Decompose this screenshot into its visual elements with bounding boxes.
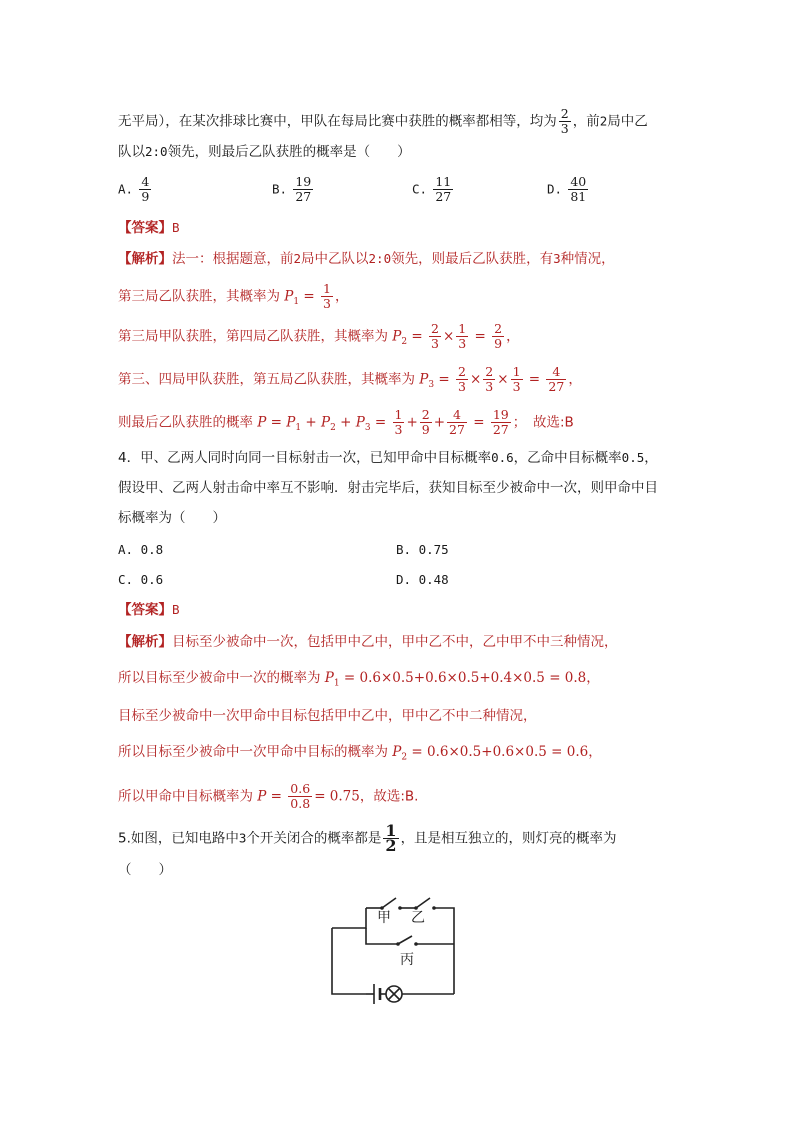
switch-jia-blade xyxy=(382,898,396,908)
q3-line2: 队以2:0领先，则最后乙队获胜的概率是（ ） xyxy=(118,144,411,160)
wire-left xyxy=(332,928,366,994)
q3-line1: 无平局），在某次排球比赛中，甲队在每局比赛中获胜的概率都相等，均为 $\frac{2}{3}$ ，前2局中乙 xyxy=(118,106,648,136)
q3-analysis-3: 第三局甲队获胜，第四局乙队获胜，其概率为 $P_2$ = $\frac{2}{3}$ × $\frac{1}{3}$ = $\frac{2}{9}$ ， xyxy=(118,321,520,351)
switch-jia-label: 甲 xyxy=(377,910,391,926)
q4-analysis-2: 所以目标至少被命中一次的概率为 $P_1 = 0.6\times 0.5+0.6\times 0.5+0.4\times 0.5 = 0.8$， xyxy=(118,670,600,689)
q5-line1: 5.如图，已知电路中3个开关闭合的概率都是 $\frac{1}{2}$ ，且是相互独立的，则灯亮的概率为 xyxy=(118,821,617,855)
q4-analysis-3: 目标至少被命中一次甲命中目标包括甲中乙中，甲中乙不中二种情况， xyxy=(118,708,537,724)
q3-analysis-1: 【解析】法一：根据题意，前2局中乙队以2:0领先，则最后乙队获胜，有3种情况， xyxy=(118,251,615,267)
q4-analysis-4: 所以目标至少被命中一次甲命中目标的概率为 $P_2 = 0.6\times 0.5+0.6\times 0.5 = 0.6$， xyxy=(118,744,602,763)
q3-option-b[interactable]: B. $\frac{19}{27}$ xyxy=(272,174,312,204)
switch-bing-label: 丙 xyxy=(400,952,414,968)
q3-analysis-4: 第三、四局甲队获胜，第五局乙队获胜，其概率为 $P_3$ = $\frac{2}{3}$ × $\frac{2}{3}$ × $\frac{1}{3}$ = $\frac{4}{27}$ ， xyxy=(118,364,582,394)
q4-analysis-5: 所以甲命中目标概率为 P = $\frac{0.6}{0.8}$ = 0.75，故选:B. xyxy=(118,781,419,811)
q4-line3: 标概率为（ ） xyxy=(118,510,226,526)
q3-option-a[interactable]: A. $\frac{4}{9}$ xyxy=(118,174,150,204)
q3-option-d[interactable]: D. $\frac{40}{81}$ xyxy=(547,174,587,204)
switch-bing-blade xyxy=(398,936,412,944)
wire-to-top xyxy=(332,908,366,928)
switch-yi-blade xyxy=(416,898,430,908)
q4-line2: 假设甲、乙两人射击命中率互不影响．射击完毕后，获知目标至少被命中一次，则甲命中目 xyxy=(118,480,658,496)
q3-option-c[interactable]: C. $\frac{11}{27}$ xyxy=(412,174,452,204)
q3-answer: 【答案】B xyxy=(118,220,180,236)
fraction-2-3: $\frac{2}{3}$ xyxy=(560,106,569,136)
switch-yi-label: 乙 xyxy=(411,910,425,926)
q3-analysis-5: 则最后乙队获胜的概率 $P = P_1 + P_2 + P_3$ = $\frac{1}{3}$ + $\frac{2}{9}$ + $\frac{4}{27}$ = $\frac{19}{27}$ ； 故选:B xyxy=(118,407,574,437)
q4-option-a[interactable]: A. 0.8 xyxy=(118,542,164,557)
q5-line2: （ ） xyxy=(118,862,172,878)
q3-analysis-2: 第三局乙队获胜，其概率为 $P_1$ = $\frac{1}{3}$ ， xyxy=(118,281,349,311)
q4-analysis-1: 【解析】目标至少被命中一次，包括甲中乙中，甲中乙不中，乙中甲不中三种情况， xyxy=(118,634,618,650)
q4-answer: 【答案】B xyxy=(118,602,180,618)
q4-option-b[interactable]: B. 0.75 xyxy=(396,542,449,557)
circuit-diagram xyxy=(320,888,470,1008)
q4-option-d[interactable]: D. 0.48 xyxy=(396,572,449,587)
q4-option-c[interactable]: C. 0.6 xyxy=(118,572,164,587)
q4-line1: 4．甲、乙两人同时向同一目标射击一次，已知甲命中目标概率0.6，乙命中目标概率0.5， xyxy=(118,450,658,466)
